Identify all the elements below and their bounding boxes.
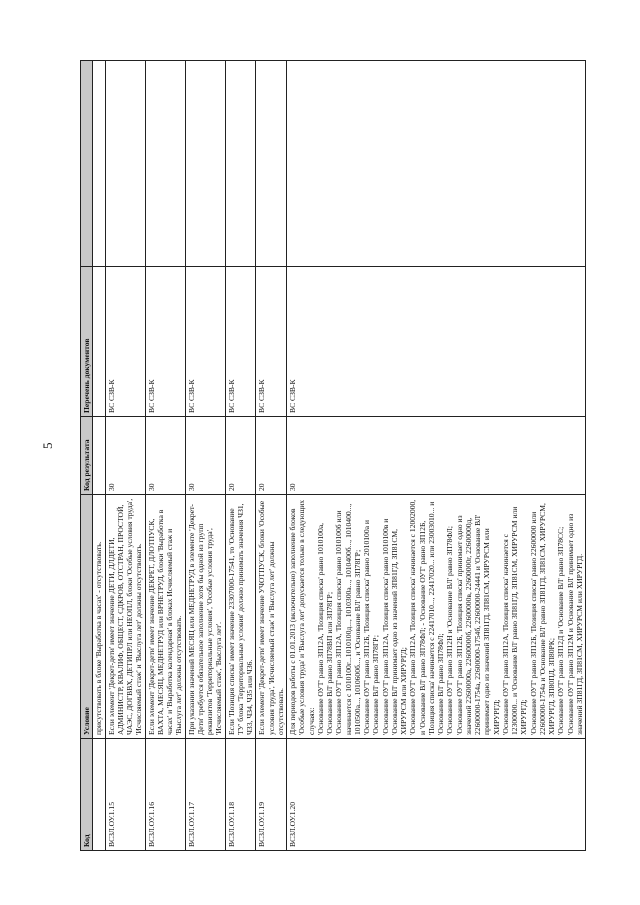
row-documents: ВС СЗВ-К xyxy=(225,267,256,417)
table-header-row xyxy=(81,61,93,851)
row-extra xyxy=(105,61,145,267)
row-documents: ВС СЗВ-К xyxy=(185,267,225,417)
row-condition: присутствовать в блоке 'Выработка в часах' - отсутствовать. xyxy=(93,495,105,739)
row-documents: ВС СЗВ-К xyxy=(256,267,287,417)
row-condition: Если 'Позиция списка' имеет значение 23307000-17541, то 'Основание ТУ' блока 'Территориальные условия' должно принимать значения ЧЗ1, ЧЗ3, ЧЗ4, ЧЗ5 или ЧЗ6. xyxy=(225,495,256,739)
row-result-code xyxy=(93,417,105,495)
row-condition: Если элемент 'Декрет-дети' имеет значение УЧОТПУСК, блоки 'Особые условия труда', 'Исчисляемый стаж' и 'Выслуга лет' должны отсутствовать. xyxy=(256,495,287,739)
row-condition: Если элемент 'Декрет-дети' имеет значение ДЕКРЕТ, ДЛОТПУСК, ВАХТА, МЕСЯЦ, МЕДНЕТРУД или ВРНЕТРУД, блоки 'Выработка в часах' и 'Выработка календарная' в блоках Исчисляемый стаж и 'Выслуга лет' должны отсутствовать. xyxy=(145,495,185,739)
header-result-code: Код результата xyxy=(81,417,93,495)
row-code: ВСЗЛ.ОУ.1.18 xyxy=(225,739,256,851)
row-code: ВСЗЛ.ОУ.1.20 xyxy=(287,739,586,851)
row-condition: Если элемент 'Декрет-дети' имеет значение ДЕТИ, ДЛДЕТИ, АДМИНИСТР, КВАЛИФ, ОБЩЕСТ, СДКРОВ, ОТСТРАН, ПРОСТОЙ, ЧАЭС, ДОГВВХ, ДЕТИПРЛ или НЕОПЛ, блоки 'Особые условия труда', 'Исчисляемый стаж' и 'Выслуга лет' должны отсутствовать. xyxy=(105,495,145,739)
row-extra xyxy=(256,61,287,267)
row-code: ВСЗЛ.ОУ.1.15 xyxy=(105,739,145,851)
row-result-code: 30 xyxy=(145,417,185,495)
row-documents: ВС СЗВ-К xyxy=(145,267,185,417)
row-documents xyxy=(93,267,105,417)
row-result-code: 20 xyxy=(256,417,287,495)
row-result-code: 30 xyxy=(185,417,225,495)
table-row xyxy=(287,61,586,851)
validation-rules-table xyxy=(80,60,586,851)
row-code xyxy=(93,739,105,851)
header-condition: Условие xyxy=(81,495,93,739)
row-condition: При указании значений МЕСЯЦ или МЕДНЕТРУД в элементе 'Декрет-Дети' требуется обязательное заполнение хотя бы одной из групп реквизитов 'Территориальные условия', 'Особые условия труда', 'Исчисляемый стаж', 'Выслуга лет'. xyxy=(185,495,225,739)
rotated-landscape-page xyxy=(80,61,603,851)
header-extra xyxy=(81,61,93,267)
row-extra xyxy=(145,61,185,267)
table-row xyxy=(185,61,225,851)
row-extra xyxy=(185,61,225,267)
header-documents: Перечень документов xyxy=(81,267,93,417)
row-documents: ВС СЗВ-К xyxy=(287,267,586,417)
row-extra xyxy=(225,61,256,267)
row-documents: ВС СЗВ-К xyxy=(105,267,145,417)
row-result-code: 30 xyxy=(287,417,586,495)
table-row xyxy=(93,61,105,851)
row-condition: Для периодов работы с 01.01.2013 (включительно) заполнение блоков 'Особые условия труда' и 'Выслуга лет' допускается только в следующих случаях: 'Основание ОУТ' равно ЗП12А, 'Позиция списка' равно 1010100а, 'Основание ВЛ' равно ЗП78ВП или ЗП78ГР; 'Основание ОУТ' равно ЗП12А, 'Позиция списка' равно 1010100б или начинается с 1010100г...1010100д..., 1010300а..., 1010400б..., 1010400..., 1010500а..., 1010600б..., и 'Основание ВЛ' равно ЗП78ГР; 'Основание ОУТ' равно ЗП12Б, 'Позиция списка' равно 2010100а и 'Основание ВЛ' равно ЗП78ГР; 'Основание ОУТ' равно ЗП12А, 'Позиция списка' равно 1010100в и 'Основание ВЛ' принимает одно из значений ЗП81ГД, ЗП81СМ, ХИРУРСМ или ХИРУРГД; 'Основание ОУТ' равно ЗП12А, 'Позиция списка' начинается с 12002000, и 'Основание ВЛ' равно ЗП78ФЛ; - 'Основание ОУТ' равно ЗП12Б, 'Позиция списка' начинается с 22417010..., 22417020... или 23003010... и 'Основание ВЛ' равно ЗП78ФЛ; 'Основание ОУТ' равно ЗП12Н и 'Основание ВЛ' равно ЗП78ФЛ; 'Основание ОУТ' равно ЗП12Б, 'Позиция списка' принимает одно из значений 22600000а, 22600000б, 22600000в, 22600000г, 22600000д, 22600000-1754а, 22600000-1754б, 22600000-24441 и 'Основание ВЛ' принимает одно из значений ЗП81ГД, ЗП81СМ, ХИРУРСМ или ХИРУРГД; 'Основание ОУТ' равно ЗП12А, 'Позиция списка' начинается с 12300000... и 'Основание ВЛ' равно ЗП81ГД, ЗП81СМ, ХИРУРСМ или ХИРУРГД; 'Основание ОУТ' равно ЗП12Б, 'Позиция списка' равно 22600000 или 22600000-1754а и 'Основание ВЛ' равно ЗП81ГД, ЗП81СМ, ХИРУРСМ, ХИРУРГД, ЗП80ПД, ЗП80РК; 'Основание ОУТ' равно ЗП12Д и 'Основание ВЛ' равно ЗП78СС; 'Основание ОУТ' равно ЗП12М и 'Основание ВЛ' принимает одно из значений ЗП81ГД, ЗП81СМ, ХИРУРСМ или ХИРУРГД. xyxy=(287,495,586,739)
row-result-code: 30 xyxy=(105,417,145,495)
row-code: ВСЗЛ.ОУ.1.16 xyxy=(145,739,185,851)
row-code: ВСЗЛ.ОУ.1.17 xyxy=(185,739,225,851)
row-code: ВСЗЛ.ОУ.1.19 xyxy=(256,739,287,851)
row-extra xyxy=(93,61,105,267)
page-number: 5 xyxy=(40,442,55,449)
table-row xyxy=(105,61,145,851)
row-extra xyxy=(287,61,586,267)
table-row xyxy=(256,61,287,851)
header-code: Код xyxy=(81,739,93,851)
row-result-code: 20 xyxy=(225,417,256,495)
table-row xyxy=(145,61,185,851)
table-row xyxy=(225,61,256,851)
